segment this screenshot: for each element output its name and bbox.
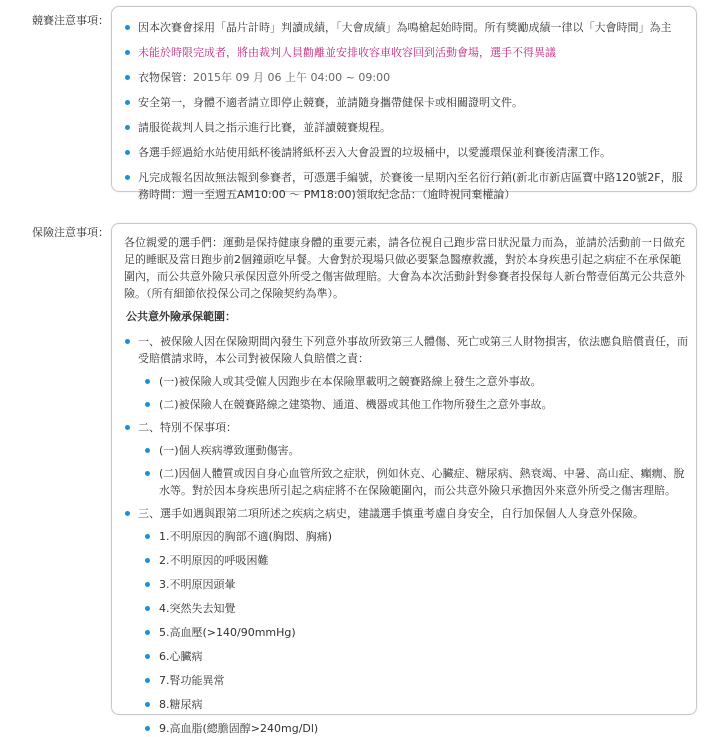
insurance-subitem: (二)被保險人在競賽路線之建築物、通道、機器或其他工作物所發生之意外事故。	[112, 396, 696, 413]
condition-item: 1.不明原因的胸部不適(胸悶、胸痛)	[112, 528, 696, 545]
insurance-section: 三、選手如遇與跟第二項所述之疾病之病史，建議選手慎重考慮自身安全，自行加保個人人身意外保險。	[112, 505, 696, 522]
list-item: 各選手經過給水站使用紙杯後請將紙杯丟入大會設置的垃圾桶中，以愛護環保並利賽後清潔工作。	[112, 144, 696, 161]
insurance-subitem: (二)因個人體質或因自身心血管所致之症狀，例如休克、心臟症、糖尿病、熱衰竭、中暑、高山症、癲癇、脫水等。對於因本身疾患所引起之病症將不在保險範圍內，而公共意外險只承擔因外來意外所受之傷害理賠。	[112, 465, 696, 499]
storage-time: 2015年 09 月 06 上午 04:00 ~ 09:00	[193, 71, 391, 84]
condition-item: 4.突然失去知覺	[112, 600, 696, 617]
insurance-section: 二、特別不保事項：	[112, 419, 696, 436]
list-item: 請服從裁判人員之指示進行比賽，並詳讀競賽規程。	[112, 119, 696, 136]
insurance-notes-label: 保險注意事項：	[32, 226, 109, 239]
insurance-sections	[112, 333, 696, 737]
insurance-subitem: (一)個人疾病導致運動傷害。	[112, 442, 696, 459]
insurance-subitem: (一)被保險人或其受僱人因跑步在本保險單載明之競賽路線上發生之意外事故。	[112, 373, 696, 390]
list-item-highlight: 未能於時限完成者，將由裁判人員勸離並安排收容車收容回到活動會場，選手不得異議	[112, 44, 696, 61]
insurance-section: 一、被保險人因在保險期間內發生下列意外事故所致第三人體傷、死亡或第三人財物損害，依法應負賠償責任，而受賠償請求時，本公司對被保險人負賠償之責：	[112, 333, 696, 367]
condition-item: 2.不明原因的呼吸困難	[112, 552, 696, 569]
condition-item: 8.糖尿病	[112, 696, 696, 713]
condition-item: 7.腎功能異常	[112, 672, 696, 689]
insurance-notes-box	[111, 223, 697, 735]
condition-item: 6.心臟病	[112, 648, 696, 665]
condition-item: 3.不明原因頭暈	[112, 576, 696, 593]
condition-item: 5.高血壓(>140/90mmHg)	[112, 624, 696, 641]
list-item: 安全第一，身體不適者請立即停止競賽，並請隨身攜帶健保卡或相關證明文件。	[112, 94, 696, 111]
insurance-scope-title: 公共意外險承保範圍：	[126, 310, 236, 323]
insurance-intro: 各位親愛的選手們：運動是保持健康身體的重要元素，請各位視自己跑步當日狀況量力而為，並請於活動前一日做充足的睡眠及當日跑步前2個鐘頭吃早餐。大會對於現場只做必要緊急醫療救護，對於本身疾患引起之病症不在承保範圍內，而公共意外險只承保因意外所受之傷害做理賠。大會為本次活動針對參賽者投保每人新台幣壹佰萬元公共意外險。（所有細節依投保公司之保險契約為準）。	[124, 236, 685, 300]
race-notes-list	[112, 7, 696, 203]
list-item: 因本次賽會採用「晶片計時」判讀成績，「大會成績」為鳴槍起始時間。所有獎勵成績一律以「大會時間」為主	[112, 19, 696, 36]
condition-item: 9.高血脂(總膽固醇>240mg/Dl)	[112, 720, 696, 737]
race-notes-label: 競賽注意事項：	[32, 14, 109, 27]
race-notes-box	[111, 6, 697, 201]
list-item: 凡完成報名因故無法報到參賽者，可憑選手編號，於賽後一星期內至名衍行銷(新北市新店區寶中路120號2F，服務時間：週一至週五AM10:00 ～ PM18:00)領取紀念品：（逾時視同棄權論）	[112, 169, 696, 203]
list-item: 衣物保管：2015年 09 月 06 上午 04:00 ~ 09:00	[112, 69, 696, 86]
